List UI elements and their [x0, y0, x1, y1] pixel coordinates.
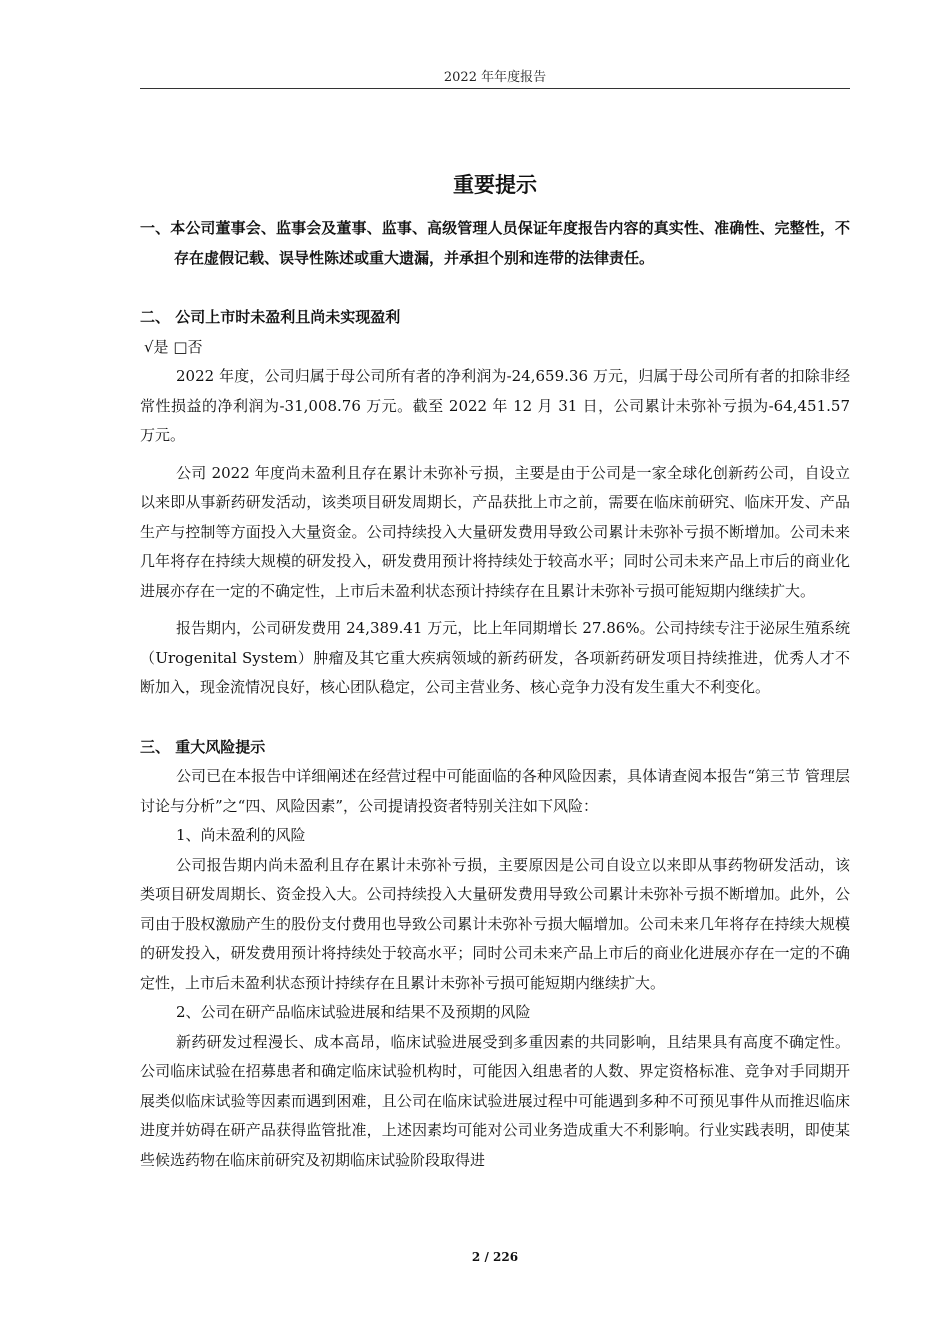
section2-checkbox-line: √是 □否 [144, 337, 203, 356]
section1-statement: 一、本公司董事会、监事会及董事、监事、高级管理人员保证年度报告内容的真实性、准确性、完整性，不存在虚假记载、误导性陈述或重大遗漏，并承担个别和连带的法律责任。 [140, 219, 850, 267]
page-number: 2 / 226 [471, 1250, 519, 1264]
risk2-title: 2、公司在研产品临床试验进展和结果不及预期的风险 [176, 1003, 531, 1021]
header-divider [140, 88, 850, 89]
risk1-title: 1、尚未盈利的风险 [176, 826, 306, 844]
section2-paragraph: 报告期内，公司研发费用 24,389.41 万元，比上年同期增长 27.86%。公司持续专注于泌尿生殖系统（Urogenital System）肿瘤及其它重大疾病领域的新药研发，各项新药研发项目持续推进，优秀人才不断加入，现金流情况良好，核心团队稳定，公司主营业务、核心竞争力没有发生重大不利变化。 [140, 619, 850, 696]
section3-heading: 三、 重大风险提示 [140, 737, 266, 756]
document-body [140, 214, 850, 1175]
section2-paragraph: 公司 2022 年度尚未盈利且存在累计未弥补亏损，主要是由于公司是一家全球化创新药公司，自设立以来即从事新药研发活动，该类项目研发周期长，产品获批上市之前，需要在临床前研究、临床开发、产品生产与控制等方面投入大量资金。公司持续投入大量研发费用导致公司累计未弥补亏损不断增加。公司未来几年将存在持续大规模的研发投入，研发费用预计将持续处于较高水平；同时公司未来产品上市后的商业化进展亦存在一定的不确定性，上市后未盈利状态预计持续存在且累计未弥补亏损可能短期内继续扩大。 [140, 463, 850, 600]
risk2-text: 新药研发过程漫长、成本高昂，临床试验进展受到多重因素的共同影响，且结果具有高度不确定性。公司临床试验在招募患者和确定临床试验机构时，可能因入组患者的人数、界定资格标准、竞争对手同期开展类似临床试验等因素而遇到困难，且公司在临床试验进展过程中可能遇到多种不可预见事件从而推迟临床进度并妨碍在研产品获得监管批准，上述因素均可能对公司业务造成重大不利影响。行业实践表明，即使某些候选药物在临床前研究及初期临床试验阶段取得进 [140, 1032, 850, 1169]
section2-heading: 二、 公司上市时未盈利且尚未实现盈利 [140, 308, 401, 326]
page-header: 2022 年年度报告 [443, 70, 547, 85]
section3-intro: 公司已在本报告中详细阐述在经营过程中可能面临的各种风险因素，具体请查阅本报告“第三节 管理层讨论与分析”之“四、风险因素”，公司提请投资者特别关注如下风险： [140, 767, 850, 815]
section2-paragraph: 2022 年度，公司归属于母公司所有者的净利润为-24,659.36 万元，归属于母公司所有者的扣除非经常性损益的净利润为-31,008.76 万元。截至 2022 年 12 月 31 日，公司累计未弥补亏损为-64,451.57 万元。 [140, 367, 850, 444]
risk1-text: 公司报告期内尚未盈利且存在累计未弥补亏损，主要原因是公司自设立以来即从事药物研发活动，该类项目研发周期长、资金投入大。公司持续投入大量研发费用导致公司累计未弥补亏损不断增加。此外，公司由于股权激励产生的股份支付费用也导致公司累计未弥补亏损大幅增加。公司未来几年将存在持续大规模的研发投入，研发费用预计将持续处于较高水平；同时公司未来产品上市后的商业化进展亦存在一定的不确定性，上市后未盈利状态预计持续存在且累计未弥补亏损可能短期内继续扩大。 [140, 855, 850, 992]
page-title: 重要提示 [453, 173, 537, 197]
